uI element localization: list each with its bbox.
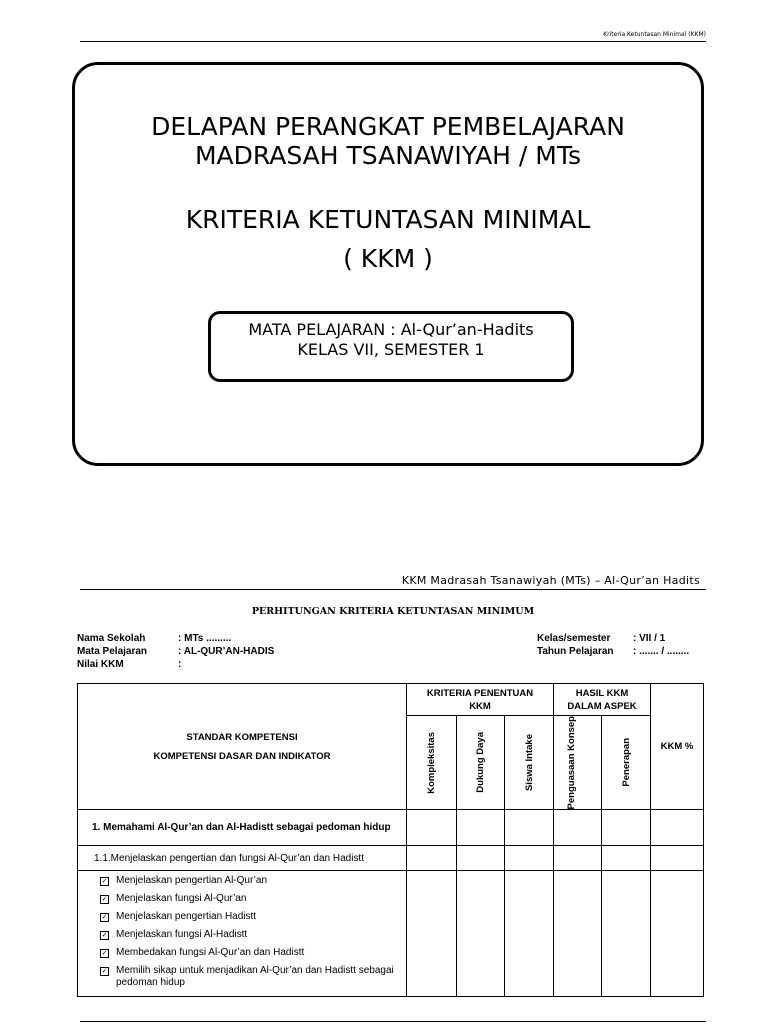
cell-empty xyxy=(554,846,602,871)
section-rule xyxy=(80,589,706,590)
cell-empty xyxy=(651,846,704,871)
kkm-table xyxy=(77,683,704,997)
class-line: KELAS VII, SEMESTER 1 xyxy=(297,340,485,359)
dukung-header-cell xyxy=(457,716,505,810)
cover-title-line-2: MADRASAH TSANAWIYAH / MTs xyxy=(194,141,582,170)
subject-box xyxy=(208,311,574,382)
sk-header-2: KOMPETENSI DASAR DAN INDIKATOR xyxy=(153,750,331,762)
kkm-label: Nilai KKM xyxy=(77,659,124,670)
sk-header-cell xyxy=(78,684,407,810)
year-label: Tahun Pelajaran xyxy=(537,646,614,657)
cover-title-line-3: KRITERIA KETUNTASAN MINIMAL xyxy=(185,205,591,234)
cell-empty xyxy=(651,810,704,846)
checkbox-icon: ✓ xyxy=(101,932,108,940)
cell-empty xyxy=(457,871,505,997)
indicator-item: ✓ Memilih sikap untuk menjadikan Al-Qur’an dan Hadistt sebagai pedoman hidup xyxy=(101,965,394,989)
section-header: KKM Madrasah Tsanawiyah (MTs) – Al-Qur’an Hadits xyxy=(401,574,700,587)
indicator-item: ✓ Membedakan fungsi Al-Qur’an dan Hadistt xyxy=(101,947,305,959)
footer-rule xyxy=(80,1021,706,1022)
cell-empty xyxy=(602,846,651,871)
kkm-value: : xyxy=(178,659,182,670)
subject-value: : AL-QUR’AN-HADIS xyxy=(178,646,275,657)
checkbox-icon: ✓ xyxy=(101,968,108,976)
checkbox-icon: ✓ xyxy=(101,914,108,922)
kompleksitas-header: Kompleksitas xyxy=(426,731,437,794)
penguasaan-header-cell xyxy=(554,716,602,810)
intake-header-cell xyxy=(505,716,554,810)
class-value: : VII / 1 xyxy=(633,633,666,644)
cell-empty xyxy=(602,810,651,846)
cover-title-line-4: ( KKM ) xyxy=(343,244,433,273)
penerapan-header: Penerapan xyxy=(620,738,632,788)
cell-empty xyxy=(457,846,505,871)
cell-empty xyxy=(505,846,554,871)
cell-empty xyxy=(554,810,602,846)
info-left xyxy=(77,632,377,672)
checkbox-icon: ✓ xyxy=(101,950,108,958)
cell-empty xyxy=(407,871,457,997)
calc-title: PERHITUNGAN KRITERIA KETUNTASAN MINIMUM xyxy=(251,606,535,617)
cover-title-line-1: DELAPAN PERANGKAT PEMBELAJARAN xyxy=(151,112,625,141)
class-label: Kelas/semester xyxy=(537,633,611,644)
checkbox-icon: ✓ xyxy=(101,878,108,886)
penguasaan-konsep-header: Penguasaan Konsep xyxy=(565,716,577,810)
running-header: Kriteria Ketuntasan Minimal (KKM) xyxy=(603,31,706,38)
indicator-item: ✓ Menjelaskan pengertian Hadistt xyxy=(101,911,257,923)
cell-empty xyxy=(651,871,704,997)
subject-line: MATA PELAJARAN : Al-Qur’an-Hadits xyxy=(248,320,534,339)
indicator-item: ✓ Menjelaskan pengertian Al-Qur’an xyxy=(101,875,268,887)
kriteria-header: KRITERIA PENENTUAN KKM xyxy=(407,684,554,716)
info-right xyxy=(537,632,717,662)
cell-empty xyxy=(505,810,554,846)
cell-empty xyxy=(554,871,602,997)
school-label: Nama Sekolah xyxy=(77,633,146,644)
header-rule xyxy=(80,41,706,42)
siswa-intake-header: Siswa Intake xyxy=(523,734,535,792)
cell-empty xyxy=(407,846,457,871)
checkbox-icon: ✓ xyxy=(101,896,108,904)
penerapan-header-cell xyxy=(602,716,651,810)
indicator-item: ✓ Menjelaskan fungsi Al-Hadistt xyxy=(101,929,248,941)
subject-label: Mata Pelajaran xyxy=(77,646,148,657)
year-value: : ....... / ........ xyxy=(633,646,690,657)
indicator-item: ✓ Menjelaskan fungsi Al-Qur’an xyxy=(101,893,247,905)
sk-header-1: STANDAR KOMPETENSI xyxy=(186,731,298,743)
school-value: : MTs ......... xyxy=(178,633,232,644)
indicator-list xyxy=(78,871,407,997)
kd-row-1-1: 1.1.Menjelaskan pengertian dan fungsi Al-Qur’an dan Hadistt xyxy=(78,846,407,871)
cell-empty xyxy=(407,810,457,846)
cell-empty xyxy=(505,871,554,997)
sk-row-1: 1. Memahami Al-Qur’an dan Al-Hadistt sebagai pedoman hidup xyxy=(78,810,407,846)
kkm-percent-header: KKM % xyxy=(651,684,704,810)
kompleksitas-header-cell xyxy=(407,716,457,810)
hasil-header: HASIL KKM DALAM ASPEK xyxy=(554,684,651,716)
cell-empty xyxy=(457,810,505,846)
cell-empty xyxy=(602,871,651,997)
dukung-daya-header: Dukung Daya xyxy=(475,732,486,794)
